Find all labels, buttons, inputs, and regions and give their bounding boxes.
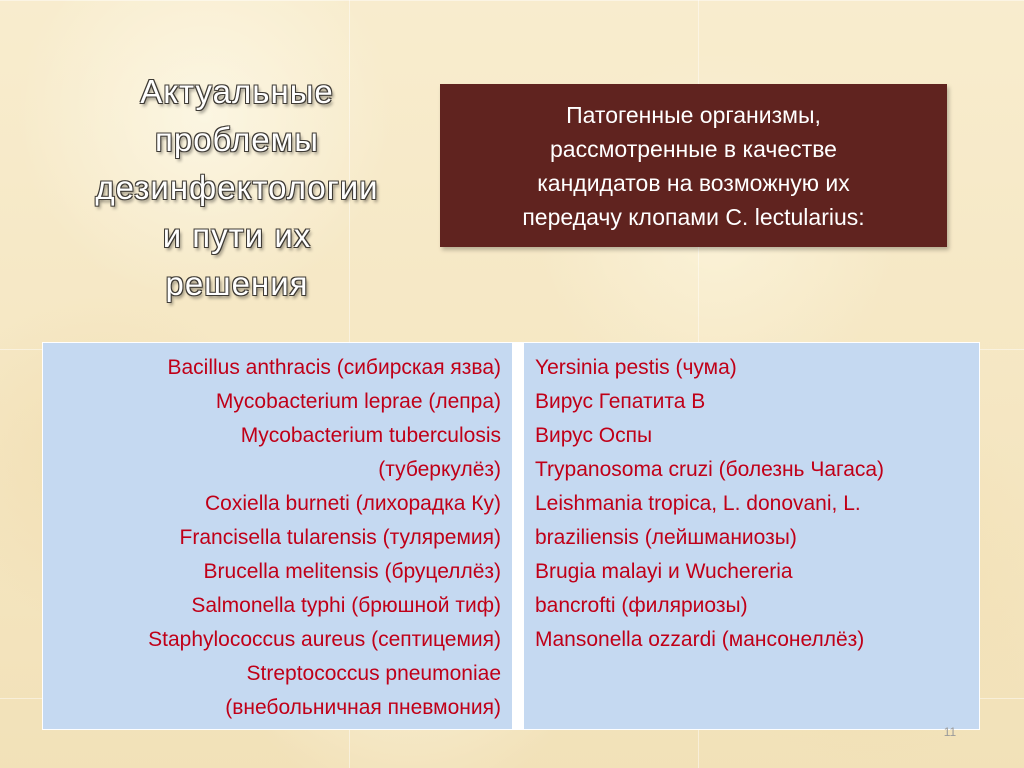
- left-column-line: Streptococcus pneumoniae: [246, 662, 501, 685]
- left-column-line: Salmonella typhi (брюшной тиф): [191, 594, 501, 617]
- left-column-line: Brucella melitensis (бруцеллёз): [203, 560, 501, 583]
- left-column-line: Coxiella burneti (лихорадка Ку): [205, 492, 501, 515]
- background-tile-line: [0, 0, 1024, 1]
- left-column-line: Bacillus anthracis (сибирская язва): [167, 356, 501, 379]
- right-column-line: Trypanosoma cruzi (болезнь Чагаса): [535, 458, 885, 481]
- side-title-line: проблемы: [154, 121, 319, 158]
- page-number: 11: [943, 725, 957, 739]
- right-column-line: braziliensis (лейшманиозы): [535, 526, 797, 549]
- left-column-line: Staphylococcus aureus (септицемия): [148, 628, 501, 651]
- right-column: [535, 351, 975, 657]
- right-column-line: Вирус Гепатита В: [535, 390, 706, 413]
- side-title-line: дезинфектологии: [95, 169, 379, 206]
- right-column-line: Yersinia pestis (чума): [535, 356, 737, 379]
- column-divider: [512, 343, 524, 729]
- left-column-line: Francisella tularensis (туляремия): [179, 526, 501, 549]
- header-line: Патогенные организмы,: [566, 101, 821, 128]
- right-column-line: bancrofti (филяриозы): [535, 594, 748, 617]
- slide-side-title: [62, 68, 412, 308]
- side-title-line: и пути их: [162, 217, 312, 254]
- left-column-line: Mycobacterium tuberculosis: [240, 424, 501, 447]
- header-box: [440, 84, 947, 247]
- header-line: кандидатов на возможную их: [537, 169, 850, 196]
- right-column-line: Mansonella ozzardi (мансонеллёз): [535, 628, 865, 651]
- left-column-line: (внебольничная пневмония): [225, 696, 501, 719]
- header-line: рассмотренные в качестве: [550, 135, 837, 162]
- header-line: передачу клопами C. lectularius:: [522, 203, 865, 230]
- left-column-line: (туберкулёз): [378, 458, 501, 481]
- right-column-line: Вирус Оспы: [535, 424, 653, 447]
- left-column: [43, 351, 501, 725]
- side-title-line: Актуальные: [140, 73, 334, 110]
- left-column-line: Mycobacterium leprae (лепра): [215, 390, 501, 413]
- right-column-line: Brugia malayi и Wuchereria: [535, 560, 793, 583]
- right-column-line: Leishmania tropica, L. donovani, L.: [535, 492, 861, 515]
- side-title-line: решения: [165, 265, 309, 302]
- pathogen-table: [42, 342, 980, 730]
